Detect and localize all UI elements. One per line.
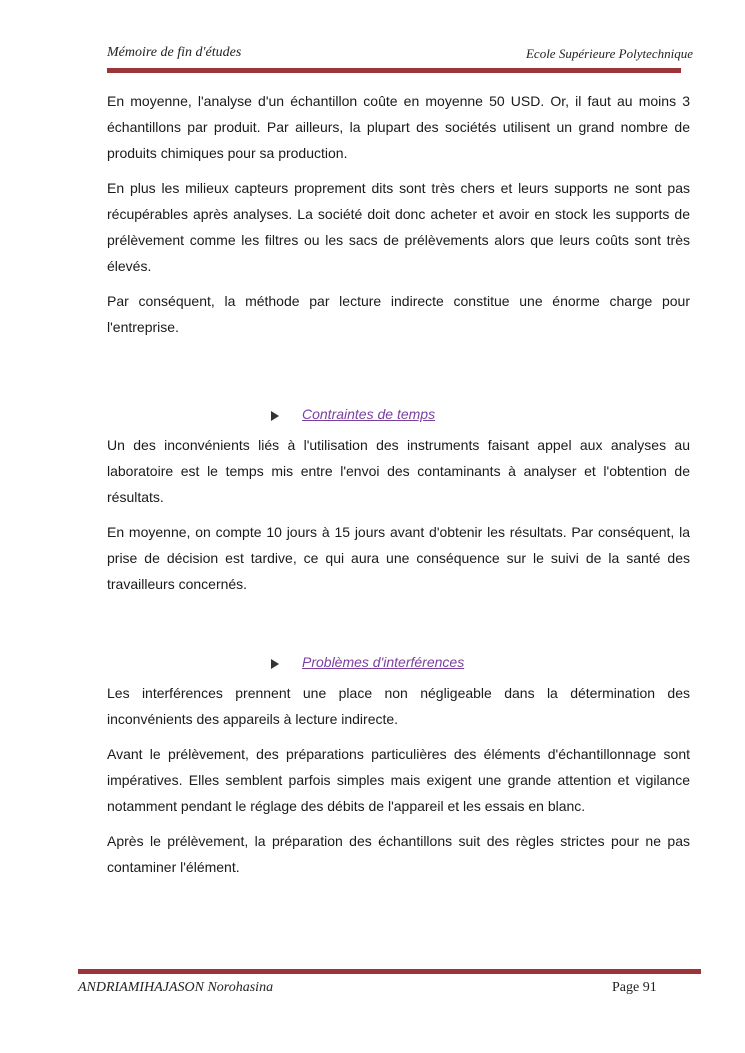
header-title-right: Ecole Supérieure Polytechnique xyxy=(525,46,693,61)
bullet-icon xyxy=(271,411,279,421)
spacer xyxy=(107,349,690,401)
section-heading-2 xyxy=(107,649,690,675)
paragraph-6: Les interférences prennent une place non négligeable dans la détermination des inconvénients des appareils à lecture indirecte. xyxy=(107,685,690,727)
page-body xyxy=(107,88,690,889)
header-rule xyxy=(107,68,681,73)
paragraph-1: En moyenne, l'analyse d'un échantillon coûte en moyenne 50 USD. Or, il faut au moins 3 échantillons par produit. Par ailleurs, la plupart des sociétés utilisent un grand nombre de produits chimiques pour sa production. xyxy=(107,93,690,161)
bullet-icon xyxy=(271,659,279,669)
footer-rule xyxy=(78,969,701,974)
paragraph-7: Avant le prélèvement, des préparations particulières des éléments d'échantillonnage sont impératives. Elles semblent parfois simples mais exigent une grande attention et vigilance notamment pendant le réglage des débits de l'appareil et les essais en blanc. xyxy=(107,746,690,814)
paragraph-8: Après le prélèvement, la préparation des échantillons suit des règles strictes pour ne pas contaminer l'élément. xyxy=(107,833,690,875)
paragraph-5: En moyenne, on compte 10 jours à 15 jours avant d'obtenir les résultats. Par conséquent, la prise de décision est tardive, ce qui aura une conséquence sur le suivi de la santé des travailleurs concernés. xyxy=(107,524,690,592)
section-heading-1 xyxy=(107,401,690,427)
paragraph-3: Par conséquent, la méthode par lecture indirecte constitue une énorme charge pour l'entreprise. xyxy=(107,293,690,335)
spacer xyxy=(107,606,690,649)
section-title-interferences: Problèmes d'interférences xyxy=(302,654,465,670)
section-title-time-constraints: Contraintes de temps xyxy=(302,406,436,422)
footer-page-number: Page 91 xyxy=(612,980,657,995)
paragraph-2: En plus les milieux capteurs proprement dits sont très chers et leurs supports ne sont pas récupérables après analyses. La société doit donc acheter et avoir en stock les supports de prélèvement comme les filtres ou les sacs de prélèvements alors que leurs coûts sont très élevés. xyxy=(107,180,690,274)
paragraph-4: Un des inconvénients liés à l'utilisation des instruments faisant appel aux analyses au laboratoire est le temps mis entre l'envoi des contaminants à analyser et l'obtention de résultats. xyxy=(107,437,690,505)
footer-author: ANDRIAMIHAJASON Norohasina xyxy=(78,980,274,995)
header-title-left: Mémoire de fin d'études xyxy=(107,45,242,60)
